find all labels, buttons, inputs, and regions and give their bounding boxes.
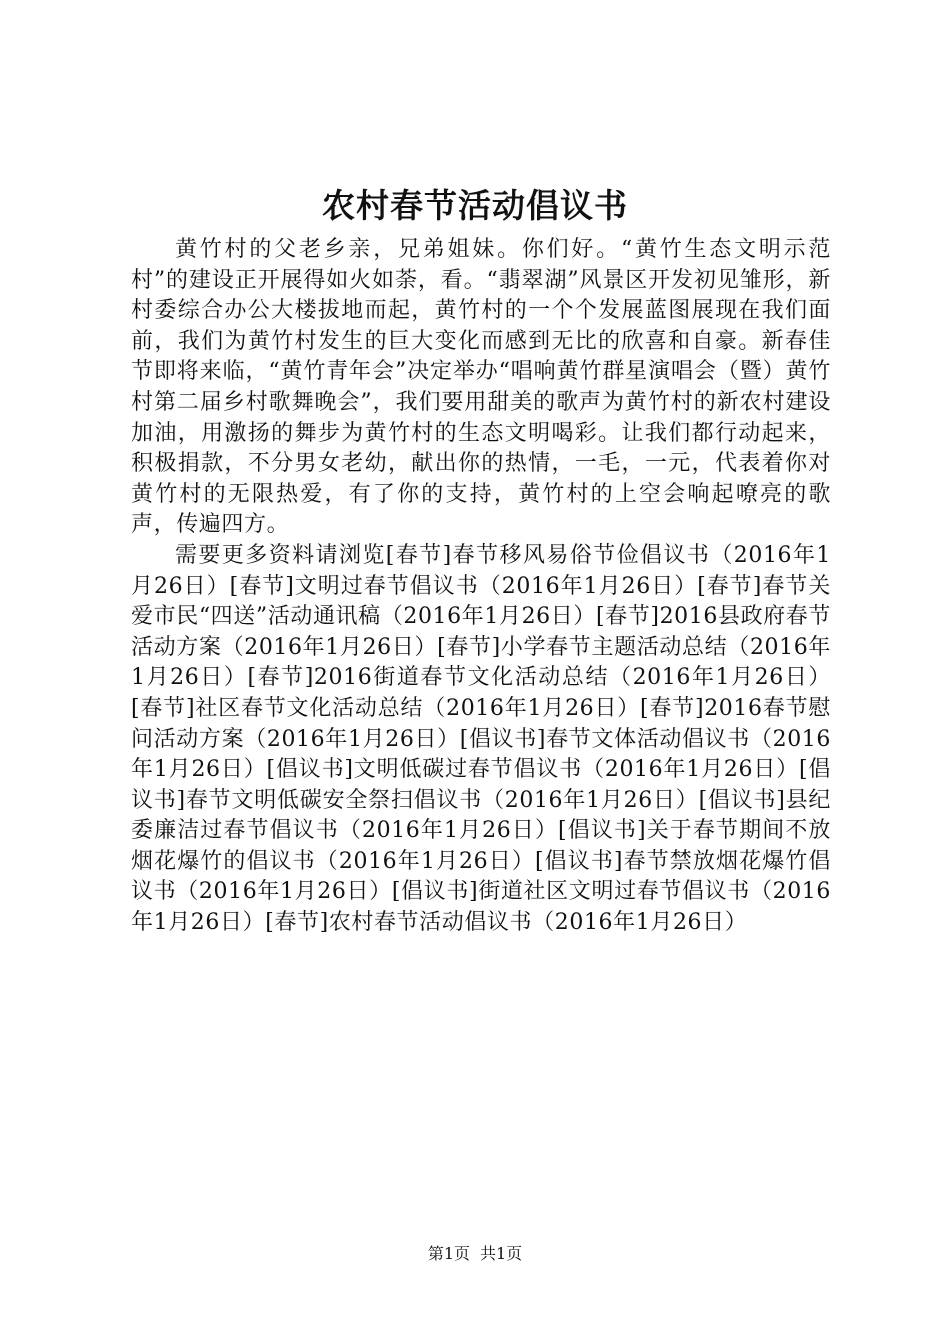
document-title: 农村春节活动倡议书 [322, 186, 628, 225]
document-body [131, 235, 831, 939]
page-footer [0, 1244, 950, 1264]
body-paragraph-intro: 黄竹村的父老乡亲，兄弟姐妹。你们好。“黄竹生态文明示范村”的建设正开展得如火如荼，看。“翡翠湖”风景区开发初见雏形，新村委综合办公大楼拔地而起，黄竹村的一个个发展蓝图展现在我们面前，我们为黄竹村发生的巨大变化而感到无比的欣喜和自豪。新春佳节即将来临，“黄竹青年会”决定举办“唱响黄竹群星演唱会（暨）黄竹村第二届乡村歌舞晚会”，我们要用甜美的歌声为黄竹村的新农村建设加油，用激扬的舞步为黄竹村的生态文明喝彩。让我们都行动起来，积极捐款，不分男女老幼，献出你的热情，一毛，一元，代表着你对黄竹村的无限热爱，有了你的支持，黄竹村的上空会响起嘹亮的歌声，传遍四方。 [131, 237, 831, 538]
page-number: 第1页 [427, 1244, 470, 1263]
page-total: 共1页 [480, 1244, 523, 1263]
body-paragraph-related-links: 需要更多资料请浏览[春节]春节移风易俗节俭倡议书（2016年1月26日）[春节]文明过春节倡议书（2016年1月26日）[春节]春节关爱市民“四送”活动通讯稿（2016年1月26日）[春节]2016县政府春节活动方案（2016年1月26日）[春节]小学春节主题活动总结（2016年1月26日）[春节]2016街道春节文化活动总结（2016年1月26日）[春节]社区春节文化活动总结（2016年1月26日）[春节]2016春节慰问活动方案（2016年1月26日）[倡议书]春节文体活动倡议书（2016年1月26日）[倡议书]文明低碳过春节倡议书（2016年1月26日）[倡议书]春节文明低碳安全祭扫倡议书（2016年1月26日）[倡议书]县纪委廉洁过春节倡议书（2016年1月26日）[倡议书]关于春节期间不放烟花爆竹的倡议书（2016年1月26日）[倡议书]春节禁放烟花爆竹倡议书（2016年1月26日）[倡议书]街道社区文明过春节倡议书（2016年1月26日）[春节]农村春节活动倡议书（2016年1月26日） [131, 542, 831, 936]
